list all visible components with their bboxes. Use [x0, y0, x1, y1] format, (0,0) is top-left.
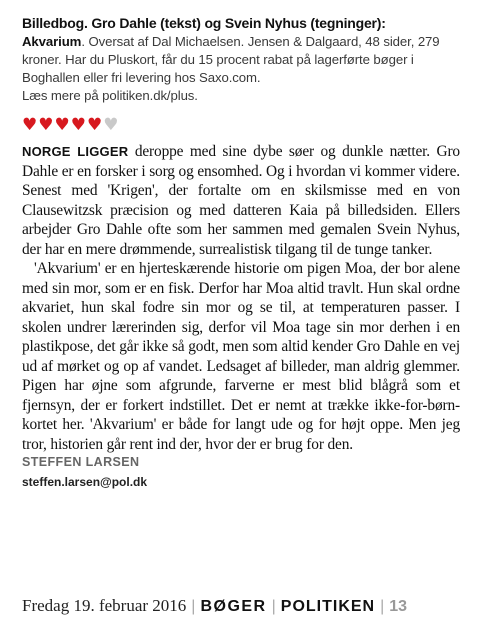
read-more-text: Læs mere på politiken.dk/plus.: [22, 88, 198, 103]
author-email[interactable]: steffen.larsen@pol.dk: [22, 475, 148, 489]
footer-separator: |: [380, 598, 385, 615]
paragraph-1: [22, 142, 460, 259]
heart-filled-icon: ♥: [70, 115, 86, 135]
heart-filled-icon: ♥: [87, 115, 103, 135]
book-headline: Billedbog. Gro Dahle (tekst) og Svein Nyhus (tegninger):: [22, 15, 386, 31]
review-body: [22, 142, 460, 454]
footer-separator: |: [191, 598, 196, 615]
footer-page-number: 13: [389, 598, 408, 615]
page-footer: [22, 596, 462, 616]
footer-section: BØGER: [200, 598, 267, 615]
heart-filled-icon: ♥: [54, 115, 70, 135]
book-title: Akvarium: [22, 34, 82, 49]
paragraph-2: 'Akvarium' er en hjerteskærende historie om pigen Moa, der bor alene med sin mor, som er en fisk. Derfor har Moa altid travlt. Hun skal ordne akvariet, hun skal fodre sin mor og se til, at temperaturen passer. I skolen undrer lærerinden sig, derfor vil Moa tage sin mor derhen i en plastikpose, det går ikke så godt, men som altid kender Gro Dahle en vej ud af mørket og op af vandet. Ledsaget af billeder, man aldrig glemmer. Pigen har øjne som afgrunde, farverne er mest blid blågrå som et fjernsyn, der er forkert indstillet. Det er nemt at trække ikke-for-børn-kortet her. 'Akvarium' er både for langt ude og for højt oppe. Men jeg tror, historien går rent ind der, hvor der er brug for den.: [22, 260, 460, 453]
footer-date: Fredag 19. februar 2016: [22, 596, 187, 615]
heart-rating: [22, 115, 460, 135]
heart-empty-icon: ♥: [103, 115, 119, 135]
byline: STEFFEN LARSEN: [22, 455, 140, 469]
book-info: [22, 14, 460, 105]
heart-filled-icon: ♥: [22, 115, 38, 135]
heart-filled-icon: ♥: [38, 115, 54, 135]
book-details: . Oversat af Dal Michaelsen. Jensen & Dalgaard, 48 sider, 279 kroner. Har du Pluskort, får du 15 procent rabat på lagerførte bøger i Boghallen eller fri levering hos Saxo.com.: [22, 34, 440, 85]
paragraph-1-text: deroppe med sine dybe søer og dunkle nætter. Gro Dahle er en forsker i sorg og ensomhed. Og i hvordan vi kommer videre. Senest med 'Krigen', der fortalte om en skilsmisse med en von Clausewitzsk præcision og med datteren Kaia på billedsiden. Ellers arbejder Gro Dahle ofte som her sammen med gemalen Svein Nyhus, der har en mere drømmende, surrealistisk tilgang til de tunge tanker.: [22, 143, 460, 258]
footer-paper-name: POLITIKEN: [280, 598, 376, 615]
footer-separator: |: [271, 598, 276, 615]
review-article: [22, 14, 460, 489]
kicker: NORGE LIGGER: [22, 144, 129, 159]
